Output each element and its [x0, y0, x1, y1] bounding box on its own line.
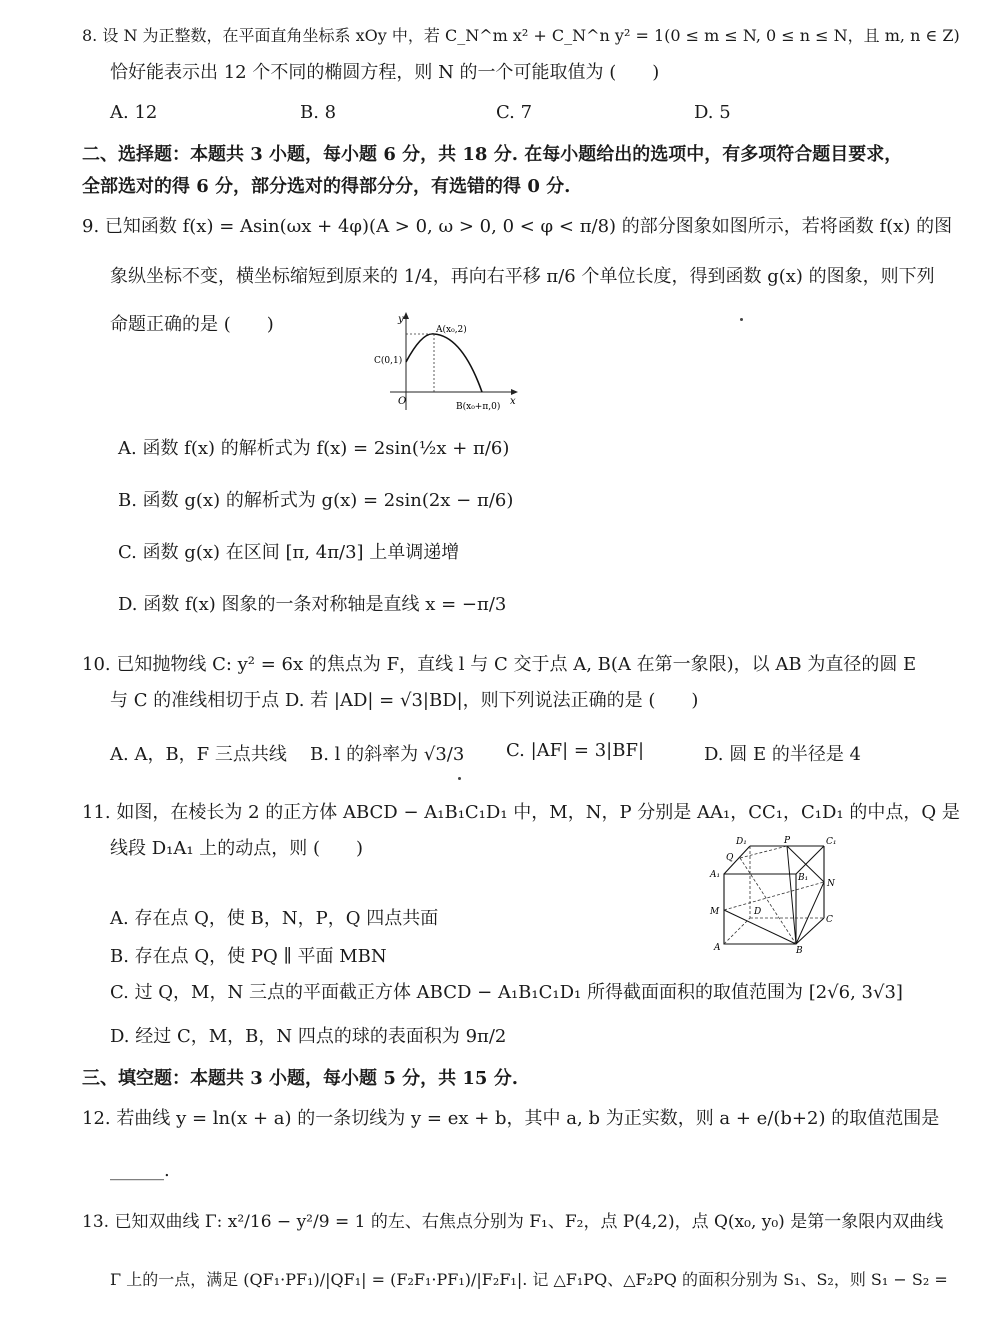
q10-line1: 10. 已知抛物线 C: y² = 6x 的焦点为 F，直线 l 与 C 交于点 A, B(A 在第一象限)，以 AB 为直径的圆 E — [82, 654, 917, 675]
q11-edge-bc — [796, 918, 824, 944]
q8-option-b: B. 8 — [300, 102, 337, 123]
q11-option-b: B. 存在点 Q，使 PQ ∥ 平面 MBN — [110, 946, 387, 967]
q13-line2: Γ 上的一点，满足 (QF₁·PF₁)/|QF₁| = (F₂F₁·PF₁)/|F₂F₁|. 记 △F₁PQ、△F₂PQ 的面积分别为 S₁、S₂，则 S₁ − S₂ = — [110, 1270, 948, 1289]
q8-option-d: D. 5 — [694, 102, 731, 123]
q9-line1: 9. 已知函数 f(x) = Asin(ωx + 4φ)(A > 0, ω > 0, 0 < φ < π/8) 的部分图象如图所示，若将函数 f(x) 的图 — [82, 216, 953, 237]
q10-option-b: B. l 的斜率为 √3/3 — [310, 744, 465, 765]
stray-dot — [740, 318, 743, 321]
q10-line2: 与 C 的准线相切于点 D. 若 |AD| = √3|BD|，则下列说法正确的是 ( ) — [110, 690, 699, 711]
q9-label-origin: O — [398, 396, 407, 407]
q10-option-a: A. A，B，F 三点共线 — [110, 744, 287, 765]
q11-cube-svg — [700, 832, 850, 956]
q9-y-arrow — [403, 312, 409, 319]
q9-option-b: B. 函数 g(x) 的解析式为 g(x) = 2sin(2x − π/6) — [118, 490, 514, 511]
q11-line-mn — [724, 882, 824, 910]
q11-edge-b1c1 — [796, 846, 824, 874]
q9-sine-graph-svg — [370, 310, 530, 420]
q11-option-c: C. 过 Q，M，N 三点的平面截正方体 ABCD − A₁B₁C₁D₁ 所得截面面积的取值范围为 [2√6, 3√3] — [110, 982, 903, 1003]
q8-line1: 8. 设 N 为正整数，在平面直角坐标系 xOy 中，若 C_N^m x² + C_N^n y² = 1(0 ≤ m ≤ N, 0 ≤ n ≤ N，且 m, n ∈ Z) — [82, 26, 960, 45]
q11-label-q: Q — [726, 853, 734, 863]
q9-sine-graph — [370, 310, 530, 420]
q9-label-point-b: B(x₀+π,0) — [456, 402, 501, 412]
q11-label-n: N — [827, 879, 835, 889]
q11-label-a1: A₁ — [710, 870, 721, 880]
q11-option-d: D. 经过 C，M，B，N 四点的球的表面积为 9π/2 — [110, 1026, 507, 1047]
q11-line-bn — [796, 882, 824, 944]
q12-line1: 12. 若曲线 y = ln(x + a) 的一条切线为 y = ex + b，其中 a, b 为正实数，则 a + e/(b+2) 的取值范围是 — [82, 1108, 940, 1129]
q9-label-point-c: C(0,1) — [374, 356, 403, 366]
q9-line2: 象纵坐标不变，横坐标缩短到原来的 1/4，再向右平移 π/6 个单位长度，得到函数 g(x) 的图象，则下列 — [110, 266, 935, 287]
q9-x-arrow — [511, 389, 518, 395]
q11-label-c1: C₁ — [826, 837, 837, 847]
q13-line1: 13. 已知双曲线 Γ: x²/16 − y²/9 = 1 的左、右焦点分别为 F₁、F₂，点 P(4,2)，点 Q(x₀, y₀) 是第一象限内双曲线 — [82, 1212, 944, 1232]
q11-line1: 11. 如图，在棱长为 2 的正方体 ABCD − A₁B₁C₁D₁ 中，M，N，P 分别是 AA₁，CC₁，C₁D₁ 的中点，Q 是 — [82, 802, 960, 823]
q11-label-p: P — [784, 836, 791, 846]
q11-label-c: C — [826, 915, 833, 925]
q8-option-a: A. 12 — [110, 102, 158, 123]
section3-heading: 三、填空题：本题共 3 小题，每小题 5 分，共 15 分. — [82, 1068, 518, 1089]
q11-label-b1: B₁ — [798, 873, 809, 883]
stray-dot-2 — [458, 777, 461, 780]
q9-label-point-a: A(x₀,2) — [436, 325, 467, 335]
q9-option-a: A. 函数 f(x) 的解析式为 f(x) = 2sin(½x + π/6) — [118, 438, 510, 459]
section2-heading-line1: 二、选择题：本题共 3 小题，每小题 6 分，共 18 分. 在每小题给出的选项中，有多项符合题目要求， — [82, 144, 903, 165]
q12-answer-blank: ______. — [110, 1160, 170, 1181]
q9-line3: 命题正确的是 ( ) — [110, 314, 274, 335]
q10-option-d: D. 圆 E 的半径是 4 — [704, 744, 861, 765]
q10-option-c: C. |AF| = 3|BF| — [506, 740, 645, 761]
section2-heading-line2: 全部选对的得 6 分，部分选对的得部分分，有选错的得 0 分. — [82, 176, 571, 197]
q9-label-y: y — [398, 314, 404, 325]
q9-curve — [406, 334, 482, 392]
q9-option-d: D. 函数 f(x) 图象的一条对称轴是直线 x = −π/3 — [118, 594, 507, 615]
q11-line2: 线段 D₁A₁ 上的动点，则 ( ) — [110, 838, 364, 859]
q8-line2: 恰好能表示出 12 个不同的椭圆方程，则 N 的一个可能取值为 ( ) — [110, 62, 660, 83]
q11-option-a: A. 存在点 Q，使 B，N，P，Q 四点共面 — [110, 908, 439, 929]
q8-option-c: C. 7 — [496, 102, 533, 123]
q11-edge-ad — [724, 918, 750, 944]
q9-option-c: C. 函数 g(x) 在区间 [π, 4π/3] 上单调递增 — [118, 542, 460, 563]
q11-label-d1: D₁ — [736, 837, 747, 847]
q11-label-b: B — [796, 946, 803, 956]
q11-label-a: A — [714, 943, 721, 953]
q11-label-d: D — [754, 907, 762, 917]
q9-label-x: x — [510, 396, 516, 407]
q11-line-pb — [787, 846, 796, 944]
q11-cube-figure — [700, 832, 850, 956]
q11-line-qp — [740, 846, 787, 858]
q11-label-m: M — [710, 907, 720, 917]
